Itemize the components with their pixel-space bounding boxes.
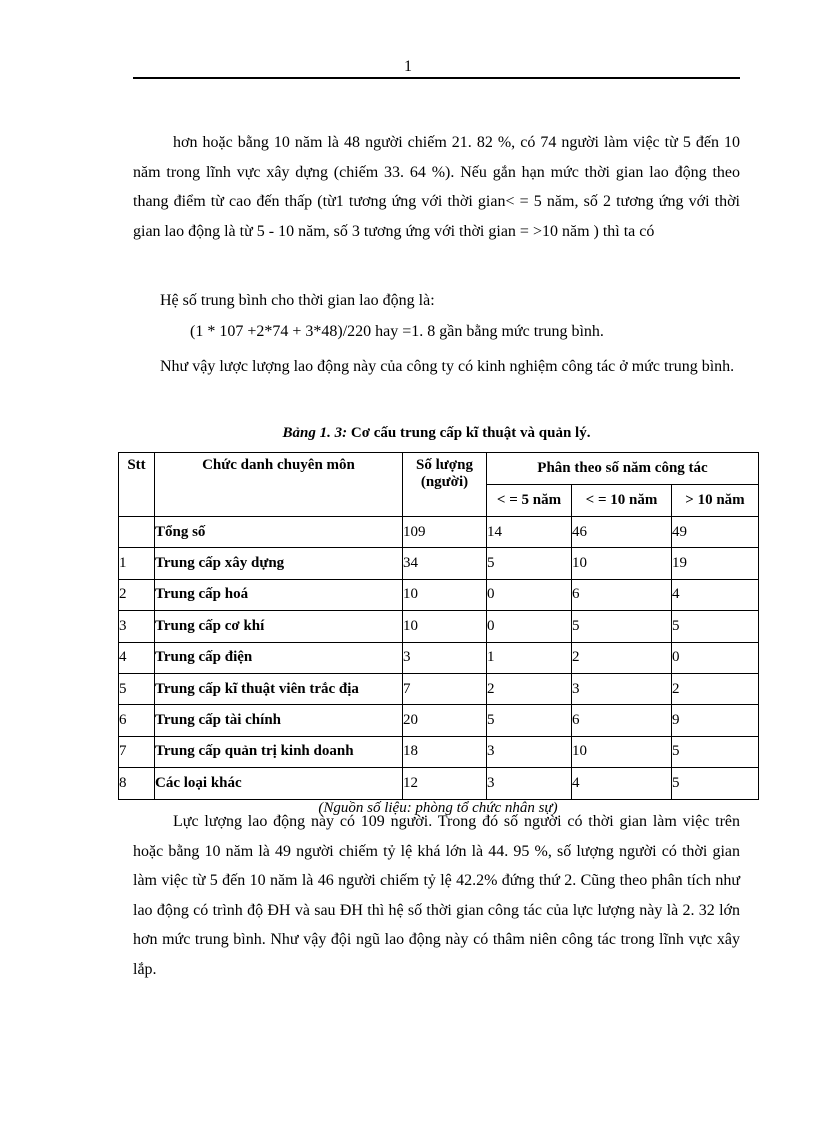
cell-title: Trung cấp xây dựng [155,548,403,579]
cell-le10: 6 [572,705,672,736]
cell-le5: 1 [487,642,572,673]
header-le5: < = 5 năm [487,485,572,517]
cell-quantity: 7 [403,673,487,704]
header-rule [133,77,740,79]
table-source-note: (Nguồn số liệu: phòng tổ chức nhân sự) [318,800,558,816]
cell-gt10: 5 [672,736,759,767]
header-le10: < = 10 năm [572,485,672,517]
cell-title: Các loại khác [155,768,403,799]
cell-quantity: 10 [403,579,487,610]
cell-le5: 5 [487,705,572,736]
cell-stt: 1 [119,548,155,579]
cell-le10: 10 [572,548,672,579]
cell-le10: 3 [572,673,672,704]
paragraph-4: Như vậy lược lượng lao động này của công ty có kinh nghiệm công tác ở mức trung bình. [160,358,735,375]
cell-title: Trung cấp cơ khí [155,611,403,642]
cell-le5: 3 [487,736,572,767]
cell-quantity: 109 [403,517,487,548]
page-number: 1 [404,58,412,75]
cell-stt: 3 [119,611,155,642]
cell-stt: 5 [119,673,155,704]
cell-le10: 6 [572,579,672,610]
cell-le10: 5 [572,611,672,642]
cell-quantity: 20 [403,705,487,736]
cell-title: Trung cấp tài chính [155,705,403,736]
table-row [119,768,759,799]
data-table [118,452,759,800]
paragraph-1: hơn hoặc bằng 10 năm là 48 người chiếm 21. 82 %, có 74 người làm việc từ 5 đến 10 năm trong lĩnh vực xây dựng (chiếm 33. 64 %). Nếu gắn hạn mức thời gian lao động theo thang điểm từ cao đến thấp (từ1 tương ứng với thời gian< = 5 năm, số 2 tương ứng với thời gian lao động là từ 5 - 10 năm, số 3 tương ứng với thời gian = >10 năm ) thì ta có [133,134,740,240]
cell-le10: 4 [572,768,672,799]
cell-gt10: 19 [672,548,759,579]
header-title: Chức danh chuyên môn [155,453,403,517]
cell-le5: 0 [487,579,572,610]
paragraph-2: Hệ số trung bình cho thời gian lao động là: [160,292,435,309]
header-group: Phân theo số năm công tác [487,453,759,485]
cell-le10: 2 [572,642,672,673]
table-caption-text: Cơ cấu trung cấp kĩ thuật và quản lý. [347,425,591,441]
table-row [119,517,759,548]
header-gt10: > 10 năm [672,485,759,517]
table-row [119,642,759,673]
cell-le5: 2 [487,673,572,704]
table-row [119,673,759,704]
cell-le10: 46 [572,517,672,548]
cell-le5: 3 [487,768,572,799]
cell-title: Trung cấp quản trị kinh doanh [155,736,403,767]
table-row [119,736,759,767]
cell-gt10: 5 [672,611,759,642]
table-row [119,579,759,610]
table-caption [133,425,740,442]
table-row [119,611,759,642]
cell-stt: 6 [119,705,155,736]
cell-title: Trung cấp điện [155,642,403,673]
cell-gt10: 9 [672,705,759,736]
table-row [119,548,759,579]
cell-stt: 2 [119,579,155,610]
table-header-row [119,453,759,485]
cell-quantity: 3 [403,642,487,673]
cell-stt: 7 [119,736,155,767]
cell-quantity: 12 [403,768,487,799]
cell-quantity: 34 [403,548,487,579]
cell-le5: 5 [487,548,572,579]
table-row [119,705,759,736]
cell-title: Tổng số [155,517,403,548]
cell-gt10: 5 [672,768,759,799]
cell-title: Trung cấp kĩ thuật viên trắc địa [155,673,403,704]
cell-title: Trung cấp hoá [155,579,403,610]
header-stt: Stt [119,453,155,517]
cell-gt10: 2 [672,673,759,704]
cell-le10: 10 [572,736,672,767]
header-quantity: Số lượng (người) [403,453,487,517]
cell-stt: 4 [119,642,155,673]
cell-quantity: 18 [403,736,487,767]
cell-gt10: 0 [672,642,759,673]
cell-stt: 8 [119,768,155,799]
cell-stt [119,517,155,548]
cell-quantity: 10 [403,611,487,642]
formula-line: (1 * 107 +2*74 + 3*48)/220 hay =1. 8 gần bằng mức trung bình. [190,323,604,340]
table-caption-label: Bảng 1. 3: [282,425,348,441]
cell-le5: 14 [487,517,572,548]
cell-gt10: 4 [672,579,759,610]
cell-gt10: 49 [672,517,759,548]
paragraph-5: Lực lượng lao động này có 109 người. Trong đó số người có thời gian làm việc trên hoặc bằng 10 năm là 49 người chiếm tỷ lệ khá lớn là 44. 95 %, số lượng người có thời gian làm việc từ 5 đến 10 năm là 46 người chiếm tỷ lệ 42.2% đứng thứ 2. Cũng theo phân tích như lao động có trình độ ĐH và sau ĐH thì hệ số thời gian công tác của lực lượng này là 2. 32 lớn hơn mức trung bình. Như vậy đội ngũ lao động này có thâm niên công tác trong lĩnh vực xây lắp. [133,813,740,978]
cell-le5: 0 [487,611,572,642]
